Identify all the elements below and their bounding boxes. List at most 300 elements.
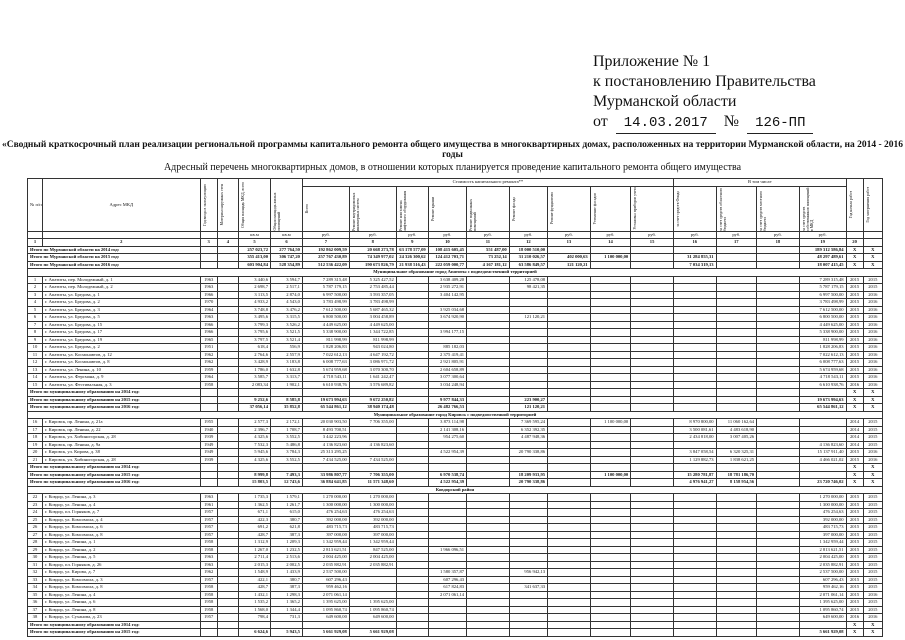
row-total: 5 674 959,68 [302, 366, 349, 374]
table-row [28, 336, 883, 344]
row-total: 5 338 900,00 [302, 329, 349, 337]
unit-cell [217, 231, 238, 239]
row-work-3: 2 604 658,89 [428, 366, 466, 374]
row-work-8 [631, 509, 674, 517]
row-total: 192 862 009,59 [302, 246, 349, 254]
row-plan-year: X [846, 621, 863, 629]
row-year: 1957 [200, 516, 217, 524]
row-area-living: 1 261,7 [271, 501, 303, 509]
row-total: 20 030 903,50 [302, 419, 349, 427]
row-work-5 [509, 456, 547, 464]
row-end-year: X [863, 629, 882, 637]
row-work-1: 649 600,00 [349, 614, 396, 622]
row-work-2 [396, 434, 428, 442]
row-plan-year: 2015 [846, 344, 863, 352]
row-plan-year: 2015 [846, 561, 863, 569]
col-work-2: Ремонт или замена лифтового оборудования [396, 186, 428, 231]
row-src-2 [716, 561, 757, 569]
row-work-8 [631, 299, 674, 307]
colnum-cell: 17 [716, 239, 757, 247]
row-src-1 [673, 494, 716, 502]
row-work-3: 3 034 248,94 [428, 381, 466, 389]
row-area-living: 380,7 [271, 576, 303, 584]
row-area-living: 1 232,5 [271, 546, 303, 554]
row-src-2 [716, 531, 757, 539]
table-row [28, 306, 883, 314]
row-work-3 [428, 321, 466, 329]
row-work-6 [548, 344, 591, 352]
row-work-7 [590, 246, 631, 254]
row-area-living: 1 209,3 [271, 539, 303, 547]
row-plan-year: 2015 [846, 336, 863, 344]
row-src-1: 7 034 319,13 [673, 261, 716, 269]
resolution-date: 14.03.2017 [616, 113, 716, 134]
row-work-8 [631, 584, 674, 592]
appendix-region: Мурманской области [593, 93, 737, 110]
row-end-year: 2015 [863, 531, 882, 539]
row-year: 1949 [200, 449, 217, 457]
row-src-3 [757, 344, 800, 352]
row-year [200, 464, 217, 472]
row-total: 33 986 807,77 [302, 471, 349, 479]
row-year: 1958 [200, 381, 217, 389]
row-work-6 [548, 381, 591, 389]
section-header-row [28, 269, 883, 277]
row-area-living: 3 521,5 [271, 329, 303, 337]
row-work-8 [631, 321, 674, 329]
table-row [28, 524, 883, 532]
row-end-year: 2016 [863, 374, 882, 382]
row-src-1 [673, 501, 716, 509]
row-area-living: 621,8 [271, 524, 303, 532]
row-src-4: 483 715,73 [799, 524, 846, 532]
row-work-3: 1 966 096,51 [428, 546, 466, 554]
row-work-8 [631, 389, 674, 397]
row-address: г. Апатиты, ул. Бредова, д. 15 [42, 321, 200, 329]
row-end-year: 2015 [863, 276, 882, 284]
row-work-4 [467, 291, 510, 299]
row-total [302, 621, 349, 629]
row-src-3 [757, 321, 800, 329]
row-work-5: 7 369 595,24 [509, 419, 547, 427]
row-work-3: 3 873 114,98 [428, 419, 466, 427]
row-work-5 [509, 561, 547, 569]
row-work-6 [548, 336, 591, 344]
row-total: 1 395 625,00 [302, 599, 349, 607]
row-number: 9 [28, 336, 43, 344]
row-work-6 [548, 614, 591, 622]
table-row [28, 599, 883, 607]
row-src-4: 5 787 179,15 [799, 284, 846, 292]
colnum-cell: 6 [271, 239, 303, 247]
row-work-4 [467, 554, 510, 562]
row-plan-year: 2015 [846, 531, 863, 539]
row-work-7 [590, 561, 631, 569]
row-src-2 [716, 366, 757, 374]
row-src-4 [799, 434, 846, 442]
row-area-total: 691,2 [239, 524, 271, 532]
row-wall [217, 291, 238, 299]
unit-cell: кв.м [271, 231, 303, 239]
row-number: 28 [28, 539, 43, 547]
col-cost-group: Стоимость капитального ремонта** [302, 179, 673, 187]
row-work-8 [631, 351, 674, 359]
row-area-living: 3 594,7 [271, 276, 303, 284]
row-area-living: 5 486,8 [271, 441, 303, 449]
row-work-7 [590, 629, 631, 637]
row-work-1 [349, 426, 396, 434]
row-year: 1962 [200, 569, 217, 577]
row-year [200, 246, 217, 254]
row-year: 1957 [200, 509, 217, 517]
row-area-total: 6 624,6 [239, 629, 271, 637]
col-work-8: Установка приборов учета [631, 186, 674, 231]
row-plan-year: 2015 [846, 606, 863, 614]
row-src-4: 1 095 860,74 [799, 606, 846, 614]
row-end-year: 2015 [863, 434, 882, 442]
row-year: 1958 [200, 599, 217, 607]
row-plan-year: 2015 [846, 569, 863, 577]
row-total: 65 544 861,12 [302, 404, 349, 412]
row-src-4: 5 661 929,08 [799, 629, 846, 637]
row-work-6 [548, 501, 591, 509]
row-work-7: 1 100 000,00 [590, 471, 631, 479]
row-work-5: 63 586 849,57 [509, 261, 547, 269]
row-area-total: 3 797,5 [239, 336, 271, 344]
row-src-1 [673, 336, 716, 344]
row-number: 36 [28, 599, 43, 607]
row-address: г. Кировск, ул. Хибиногорская, д. 28 [42, 456, 200, 464]
row-work-7 [590, 344, 631, 352]
row-work-6 [548, 524, 591, 532]
row-wall [217, 539, 238, 547]
total-label: Итого по муниципальному образованию на 2014 год: [28, 621, 201, 629]
row-year: 1963 [200, 314, 217, 322]
section-total-row [28, 464, 883, 472]
row-area-living: 3 313,7 [271, 374, 303, 382]
row-work-3 [428, 561, 466, 569]
row-src-2 [716, 629, 757, 637]
row-work-8 [631, 464, 674, 472]
row-work-8 [631, 471, 674, 479]
row-number: 17 [28, 426, 43, 434]
row-work-5 [509, 599, 547, 607]
row-plan-year: 2015 [846, 284, 863, 292]
row-src-2 [716, 336, 757, 344]
table-row [28, 501, 883, 509]
row-year: 1959 [200, 366, 217, 374]
row-plan-year: 2015 [846, 306, 863, 314]
row-work-4 [467, 336, 510, 344]
row-total: 1 270 000,00 [302, 494, 349, 502]
row-work-7 [590, 381, 631, 389]
row-src-3 [757, 614, 800, 622]
address-table-wrap [27, 178, 883, 638]
row-total: 19 673 994,63 [302, 396, 349, 404]
row-area-total: 2 698,7 [239, 284, 271, 292]
row-work-1: 5 687 465,32 [349, 306, 396, 314]
row-area-total: 1 786,0 [239, 366, 271, 374]
table-row [28, 299, 883, 307]
document-subtitle: Адресный перечень многоквартирных домов, в отношении которых планируется проведение капитального ремонта общего имущества [163, 162, 742, 173]
row-work-5 [509, 621, 547, 629]
row-work-5: 125 478,08 [509, 276, 547, 284]
row-src-1 [673, 366, 716, 374]
row-src-2 [716, 494, 757, 502]
row-area-living: 380,7 [271, 516, 303, 524]
row-work-5 [509, 516, 547, 524]
date-prefix: от [593, 113, 608, 130]
row-work-2 [396, 554, 428, 562]
table-row [28, 344, 883, 352]
row-work-6 [548, 321, 591, 329]
row-total: 2 813 621,51 [302, 546, 349, 554]
row-src-1: 3 847 058,54 [673, 449, 716, 457]
row-plan-year: 2015 [846, 321, 863, 329]
total-label: Итого по Мурманской области на 2015 год: [28, 254, 201, 262]
row-total: 607 296,43 [302, 576, 349, 584]
row-work-4 [467, 456, 510, 464]
section-total-row [28, 471, 883, 479]
colnum-cell: 2 [42, 239, 200, 247]
row-work-4 [467, 524, 510, 532]
row-total: 392 000,00 [302, 516, 349, 524]
row-src-3 [757, 306, 800, 314]
row-end-year: 2016 [863, 614, 882, 622]
row-area-living: 1 298,3 [271, 591, 303, 599]
row-total: 7 289 315,48 [302, 276, 349, 284]
row-work-5 [509, 576, 547, 584]
row-work-3: 954 275,60 [428, 434, 466, 442]
row-src-4 [799, 471, 846, 479]
table-row [28, 314, 883, 322]
row-year: 1962 [200, 351, 217, 359]
row-work-2 [396, 314, 428, 322]
colnum-cell: 16 [673, 239, 716, 247]
row-work-4 [467, 359, 510, 367]
table-row [28, 539, 883, 547]
row-work-3: 2 141 308,16 [428, 426, 466, 434]
row-work-6 [548, 516, 591, 524]
row-work-3: 3 638 409,20 [428, 276, 466, 284]
row-work-3 [428, 299, 466, 307]
resolution-number: 126-ПП [747, 113, 813, 134]
row-work-2: 21 938 516,43 [396, 261, 428, 269]
row-work-6 [548, 456, 591, 464]
row-plan-year: 2015 [846, 576, 863, 584]
row-work-1: 11 571 348,60 [349, 479, 396, 487]
row-plan-year: 2015 [846, 374, 863, 382]
row-work-3 [428, 441, 466, 449]
row-src-2 [716, 374, 757, 382]
row-work-5 [509, 464, 547, 472]
row-src-2: 4 483 618,90 [716, 426, 757, 434]
colnum-cell: 9 [396, 239, 428, 247]
col-src-1: за счет средств Фонда [673, 186, 716, 231]
colnum-cell: 5 [239, 239, 271, 247]
colnum-cell: 13 [548, 239, 591, 247]
row-area-total: 37 056,14 [239, 404, 271, 412]
row-work-1 [349, 621, 396, 629]
row-src-4: 4 466 021,02 [799, 456, 846, 464]
row-work-6 [548, 494, 591, 502]
row-year: 1940 [200, 426, 217, 434]
row-src-1 [673, 509, 716, 517]
row-work-4 [467, 509, 510, 517]
row-work-8 [631, 614, 674, 622]
row-work-6: 121 120,21 [548, 261, 591, 269]
row-area-living: 556,9 [271, 344, 303, 352]
row-src-4 [799, 426, 846, 434]
row-plan-year: X [846, 471, 863, 479]
row-src-3 [757, 569, 800, 577]
row-area-living: 5 943,5 [271, 629, 303, 637]
row-area-total: 671,1 [239, 509, 271, 517]
row-address: г. Кировск, пр. Ленина, д. 22 [42, 426, 200, 434]
row-end-year: 2016 [863, 306, 882, 314]
row-total: 6 997 500,00 [302, 291, 349, 299]
row-wall [217, 396, 238, 404]
row-src-2 [716, 554, 757, 562]
row-area-living: 387,3 [271, 584, 303, 592]
table-row [28, 614, 883, 622]
row-plan-year: 2015 [846, 314, 863, 322]
row-work-1 [349, 569, 396, 577]
row-year [200, 621, 217, 629]
row-src-4: 649 600,00 [799, 614, 846, 622]
row-work-1: 1 095 860,74 [349, 606, 396, 614]
row-work-1: 74 349 977,02 [349, 254, 396, 262]
row-src-1 [673, 299, 716, 307]
row-work-5: 4 487 948,36 [509, 434, 547, 442]
row-area-total: 1 548,9 [239, 569, 271, 577]
row-work-5: 31 210 026,57 [509, 254, 547, 262]
row-src-2 [716, 606, 757, 614]
row-end-year: X [863, 404, 882, 412]
row-address: г. Апатиты, ул. Ленина, д. 10 [42, 366, 200, 374]
row-area-total: 1 535,2 [239, 599, 271, 607]
row-src-4: 18 007 415,45 [799, 261, 846, 269]
col-work-7: Утепление фасадов [590, 186, 631, 231]
row-wall [217, 494, 238, 502]
row-work-3 [428, 531, 466, 539]
row-src-1 [673, 246, 716, 254]
row-work-3 [428, 524, 466, 532]
row-year: 1964 [200, 306, 217, 314]
colnum-cell [863, 239, 882, 247]
total-label: Итого по муниципальному образованию на 2015 год: [28, 471, 201, 479]
row-number: 18 [28, 434, 43, 442]
table-row [28, 449, 883, 457]
row-year [200, 629, 217, 637]
row-src-2: 1 838 621,25 [716, 456, 757, 464]
row-work-6 [548, 284, 591, 292]
row-work-4 [467, 501, 510, 509]
row-work-1 [349, 464, 396, 472]
row-work-5: 20 790 338,86 [509, 479, 547, 487]
row-total: 257 767 430,89 [302, 254, 349, 262]
row-number: 37 [28, 606, 43, 614]
row-work-3 [428, 501, 466, 509]
row-work-6 [548, 554, 591, 562]
row-wall [217, 471, 238, 479]
row-src-2 [716, 276, 757, 284]
row-number: 11 [28, 351, 43, 359]
row-src-4: 811 998,99 [799, 336, 846, 344]
row-work-7 [590, 366, 631, 374]
row-work-8 [631, 606, 674, 614]
row-work-8 [631, 276, 674, 284]
row-work-1: 1 641 242,47 [349, 374, 396, 382]
row-wall [217, 426, 238, 434]
row-end-year: 2016 [863, 381, 882, 389]
row-number: 12 [28, 359, 43, 367]
row-wall [217, 531, 238, 539]
row-area-living: 3 476,2 [271, 306, 303, 314]
row-src-4: 6 997 500,00 [799, 291, 846, 299]
row-src-4: 1 270 000,00 [799, 494, 846, 502]
row-src-1 [673, 314, 716, 322]
row-src-1 [673, 591, 716, 599]
unit-cell [846, 231, 863, 239]
row-work-4 [467, 629, 510, 637]
row-src-1: 2 434 818,00 [673, 434, 716, 442]
row-plan-year: 2016 [846, 381, 863, 389]
table-row [28, 561, 883, 569]
row-plan-year: 2015 [846, 366, 863, 374]
row-work-2 [396, 599, 428, 607]
row-work-4 [467, 516, 510, 524]
row-work-6: 402 000,63 [548, 254, 591, 262]
row-src-2 [716, 591, 757, 599]
row-total: 5 661 929,08 [302, 629, 349, 637]
row-src-3 [757, 629, 800, 637]
row-src-3 [757, 494, 800, 502]
unit-cell: кв.м [239, 231, 271, 239]
row-wall [217, 554, 238, 562]
row-work-5 [509, 509, 547, 517]
row-src-4: 2 813 621,51 [799, 546, 846, 554]
row-address: г. Апатиты, пер. Молодежный, д. 1 [42, 276, 200, 284]
row-src-3 [757, 599, 800, 607]
row-work-6 [548, 599, 591, 607]
row-number: 4 [28, 299, 43, 307]
row-address: г. Апатиты, ул. Бредова, д. 2 [42, 299, 200, 307]
row-work-7 [590, 314, 631, 322]
row-year: 1958 [200, 591, 217, 599]
row-work-8 [631, 344, 674, 352]
table-row [28, 381, 883, 389]
row-src-4: 4 449 625,00 [799, 321, 846, 329]
row-year [200, 471, 217, 479]
row-end-year: 2015 [863, 419, 882, 427]
row-work-1: 190 673 826,79 [349, 261, 396, 269]
row-src-2 [716, 584, 757, 592]
row-work-1: 3 593 357,05 [349, 291, 396, 299]
row-area-total: 3 495,6 [239, 314, 271, 322]
row-src-3 [757, 404, 800, 412]
row-wall [217, 576, 238, 584]
row-work-7 [590, 434, 631, 442]
row-src-1: 1 129 882,73 [673, 456, 716, 464]
row-work-5 [509, 344, 547, 352]
unit-cell [200, 231, 217, 239]
row-work-4 [467, 614, 510, 622]
row-work-6 [548, 329, 591, 337]
row-src-3 [757, 516, 800, 524]
unit-cell [42, 231, 200, 239]
row-number: 20 [28, 449, 43, 457]
